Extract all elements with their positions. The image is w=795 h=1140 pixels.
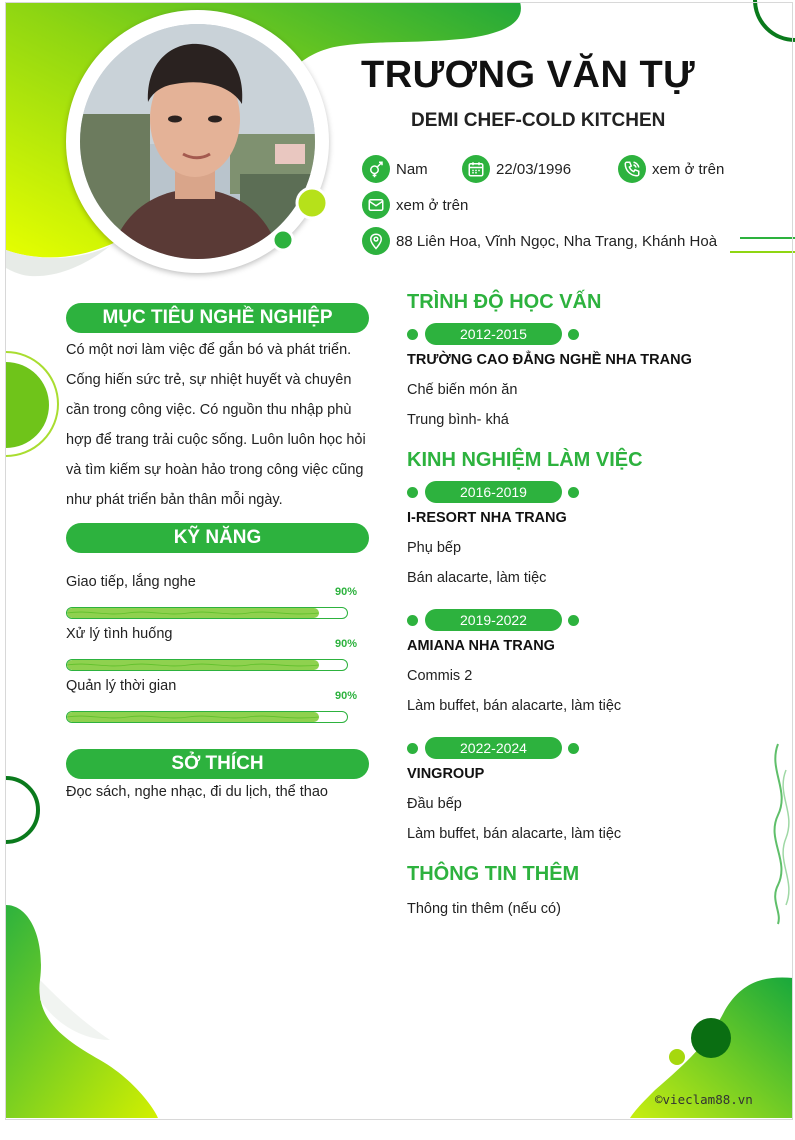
skill-bar bbox=[66, 607, 348, 619]
phone-value: xem ở trên bbox=[652, 160, 725, 178]
email-value: xem ở trên bbox=[396, 196, 469, 214]
skill-label: Giao tiếp, lắng nghe bbox=[66, 574, 196, 590]
right-wave-2 bbox=[783, 770, 789, 905]
contact-email bbox=[362, 191, 468, 219]
bottom-dark-dot bbox=[691, 1018, 731, 1058]
experience-period bbox=[407, 481, 579, 503]
timeline-dot bbox=[407, 487, 418, 498]
contact-phone bbox=[618, 155, 724, 183]
education-grade: Trung bình- khá bbox=[407, 412, 509, 428]
avatar-dots bbox=[270, 185, 332, 253]
timeline-dot bbox=[568, 743, 579, 754]
additional-info-text: Thông tin thêm (nếu có) bbox=[407, 901, 561, 917]
company-name: I-RESORT NHA TRANG bbox=[407, 510, 567, 526]
skill-percent: 90% bbox=[335, 638, 358, 650]
education-major: Chế biến món ăn bbox=[407, 382, 518, 398]
phone-icon bbox=[618, 155, 646, 183]
timeline-dot bbox=[568, 487, 579, 498]
timeline-dot bbox=[568, 615, 579, 626]
additional-info-heading: THÔNG TIN THÊM bbox=[407, 863, 580, 885]
education-heading: TRÌNH ĐỘ HỌC VẤN bbox=[407, 291, 602, 313]
experience-heading: KINH NGHIỆM LÀM VIỆC bbox=[407, 449, 643, 471]
skill-bar bbox=[66, 711, 348, 723]
left-half-circle bbox=[6, 362, 49, 448]
contact-gender bbox=[362, 155, 428, 183]
contact-birthday bbox=[462, 155, 571, 183]
candidate-name: TRƯƠNG VĂN TỰ bbox=[361, 54, 696, 96]
job-duties: Làm buffet, bán alacarte, làm tiệc bbox=[407, 698, 622, 714]
period-pill: 2019-2022 bbox=[425, 609, 562, 631]
experience-period bbox=[407, 609, 579, 631]
gender-value: Nam bbox=[396, 160, 428, 178]
top-right-ring bbox=[755, 0, 795, 40]
skill-bar-fill bbox=[67, 712, 319, 722]
company-name: AMIANA NHA TRANG bbox=[407, 638, 555, 654]
timeline-dot bbox=[568, 329, 579, 340]
bottom-lime-dot bbox=[669, 1049, 685, 1065]
watermark: ©vieclam88.vn bbox=[655, 1092, 753, 1107]
job-title: DEMI CHEF-COLD KITCHEN bbox=[411, 110, 666, 131]
skill-bar-fill bbox=[67, 660, 319, 670]
skills-heading: KỸ NĂNG bbox=[66, 523, 369, 553]
period-pill: 2022-2024 bbox=[425, 737, 562, 759]
timeline-dot bbox=[407, 329, 418, 340]
address-value: 88 Liên Hoa, Vĩnh Ngọc, Nha Trang, Khánh Hoà bbox=[396, 232, 718, 250]
gender-icon bbox=[362, 155, 390, 183]
right-wave-1 bbox=[775, 744, 782, 924]
hobbies-heading: SỞ THÍCH bbox=[66, 749, 369, 779]
location-pin-icon bbox=[362, 227, 390, 255]
skill-label: Quản lý thời gian bbox=[66, 678, 177, 694]
experience-period bbox=[407, 737, 579, 759]
school-name: TRƯỜNG CAO ĐẲNG NGHỀ NHA TRANG bbox=[407, 352, 692, 368]
job-position: Commis 2 bbox=[407, 668, 473, 684]
job-position: Phụ bếp bbox=[407, 540, 462, 556]
job-duties: Làm buffet, bán alacarte, làm tiệc bbox=[407, 826, 622, 842]
period-pill: 2016-2019 bbox=[425, 481, 562, 503]
objective-text: Có một nơi làm việc để gắn bó và phát triển. Cống hiến sức trẻ, sự nhiệt huyết và chuyên cần trong công việc. Có nguồn thu nhập phù hợp để trang trải cuộc sống. Luôn luôn học hỏi và tìm kiếm sự hoàn hảo trong công việc cũng như phát triển bản thân mỗi ngày. bbox=[66, 342, 366, 508]
skill-percent: 90% bbox=[335, 586, 358, 598]
objective-heading: MỤC TIÊU NGHỀ NGHIỆP bbox=[66, 303, 369, 333]
skill-label: Xử lý tình huống bbox=[66, 626, 173, 642]
skill-percent: 90% bbox=[335, 690, 358, 702]
company-name: VINGROUP bbox=[407, 766, 485, 782]
bottom-left-blob bbox=[6, 905, 158, 1118]
education-period bbox=[407, 323, 579, 345]
period-pill: 2012-2015 bbox=[425, 323, 562, 345]
timeline-dot bbox=[407, 615, 418, 626]
left-ring-arc bbox=[6, 778, 38, 842]
calendar-icon bbox=[462, 155, 490, 183]
hobbies-text: Đọc sách, nghe nhạc, đi du lịch, thể thao bbox=[66, 784, 328, 800]
birthday-value: 22/03/1996 bbox=[496, 160, 572, 178]
job-duties: Bán alacarte, làm tiệc bbox=[407, 570, 547, 586]
envelope-icon bbox=[362, 191, 390, 219]
skill-bar-fill bbox=[67, 608, 319, 618]
timeline-dot bbox=[407, 743, 418, 754]
skill-bar bbox=[66, 659, 348, 671]
contact-address bbox=[362, 227, 717, 255]
job-position: Đầu bếp bbox=[407, 796, 462, 812]
